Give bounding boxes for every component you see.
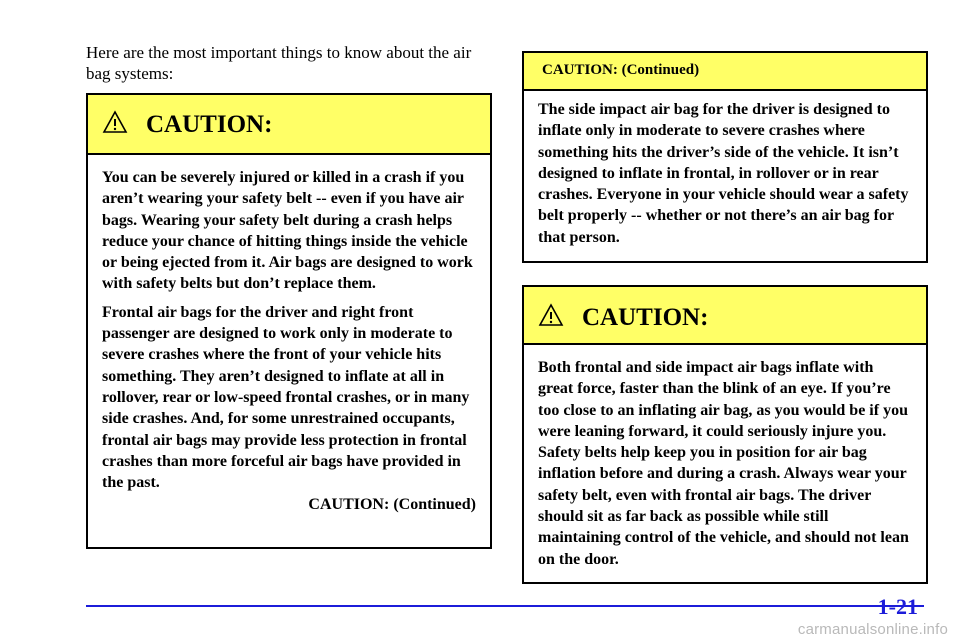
caution-header bbox=[88, 95, 490, 155]
caution-box-left bbox=[86, 93, 492, 549]
warning-triangle-icon bbox=[102, 110, 128, 134]
caution-body bbox=[524, 345, 926, 570]
caution-box-right bbox=[522, 285, 928, 584]
page-number: 1-21 bbox=[877, 594, 918, 619]
caution-paragraph: Frontal air bags for the driver and right front passenger are designed to work only in moderate to severe crashes where the front of your vehicle hits something. They aren’t designed to inflate at all in rollover, rear or low-speed frontal crashes, or in many side crashes. And, for some unrestrained occupants, frontal air bags may provide less protection in frontal crashes than more forceful air bags have provided in the past. bbox=[102, 303, 470, 492]
warning-triangle-icon bbox=[538, 303, 564, 327]
watermark: carmanualsonline.info bbox=[797, 621, 948, 638]
caution-body bbox=[88, 155, 490, 516]
caution-paragraph: You can be severely injured or killed in a crash if you aren’t wearing your safety belt -- even if you have air bags. Wearing your safety belt during a crash helps reduce your chance of hitting things inside the vehicle or being ejected from it. Air bags are designed to work with safety belts but don’t replace them. bbox=[102, 169, 473, 293]
caution-title: CAUTION: bbox=[146, 111, 273, 138]
caution-header bbox=[524, 287, 926, 345]
caution-paragraph: The side impact air bag for the driver is designed to inflate only in moderate to severe crashes where something hits the driver’s side of the vehicle. It isn’t designed to inflate in frontal, in rollover or in rear crashes. Everyone in your vehicle should wear a safety belt properly -- whether or not there’s an air bag for that person. bbox=[538, 101, 909, 246]
caution-body bbox=[524, 91, 926, 248]
caution-continued: CAUTION: (Continued) bbox=[308, 496, 476, 514]
footer-rule bbox=[86, 605, 924, 607]
caution-continued-title: CAUTION: (Continued) bbox=[542, 62, 700, 78]
caution-paragraph: Both frontal and side impact air bags inflate with great force, faster than the blink of an eye. If you’re too close to an inflating air bag, as you would be if you were leaning forward, it could seriously injure you. Safety belts help keep you in position for air bag inflation before and during a crash. Always wear your safety belt, even with frontal air bags. The driver should sit as far back as possible while still maintaining control of the vehicle, and should not lean on the door. bbox=[538, 359, 909, 568]
intro-text: Here are the most important things to know about the air bag systems: bbox=[86, 43, 472, 83]
caution-box-continued bbox=[522, 51, 928, 263]
caution-title: CAUTION: bbox=[582, 304, 709, 331]
caution-header bbox=[524, 53, 926, 91]
